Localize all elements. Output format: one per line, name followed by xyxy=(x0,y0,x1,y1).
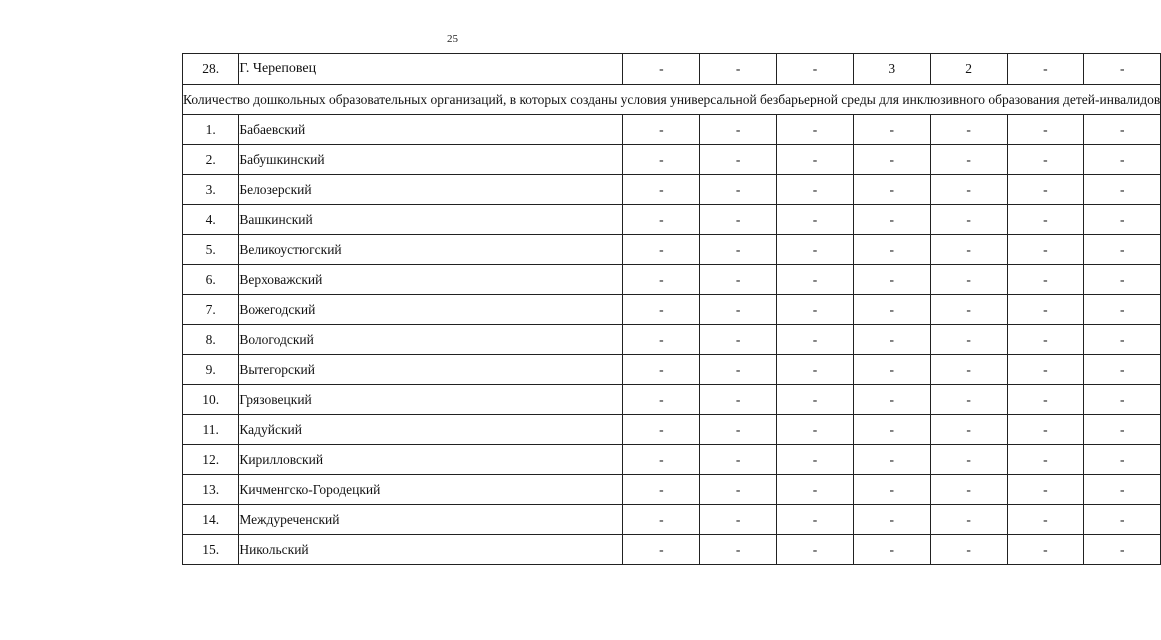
value-cell: - xyxy=(1084,355,1161,385)
value-cell: - xyxy=(1084,54,1161,85)
value-cell: - xyxy=(1007,145,1084,175)
value-cell: - xyxy=(1007,445,1084,475)
table-row xyxy=(183,175,1161,205)
value-cell: - xyxy=(930,325,1007,355)
value-cell: - xyxy=(853,505,930,535)
row-name: Бабаевский xyxy=(239,115,623,145)
row-number: 2. xyxy=(183,145,239,175)
value-cell: - xyxy=(853,115,930,145)
value-cell: - xyxy=(1007,235,1084,265)
value-cell: - xyxy=(853,445,930,475)
table-row xyxy=(183,415,1161,445)
row-name: Вашкинский xyxy=(239,205,623,235)
value-cell: - xyxy=(1007,385,1084,415)
value-cell: - xyxy=(1084,115,1161,145)
row-name: Кичменгско-Городецкий xyxy=(239,475,623,505)
value-cell: - xyxy=(853,145,930,175)
value-cell: - xyxy=(777,355,854,385)
value-cell: - xyxy=(700,385,777,415)
value-cell: - xyxy=(623,54,700,85)
value-cell: - xyxy=(1084,205,1161,235)
value-cell: - xyxy=(700,475,777,505)
value-cell: - xyxy=(777,475,854,505)
row-number: 1. xyxy=(183,115,239,145)
value-cell: - xyxy=(1084,535,1161,565)
value-cell: - xyxy=(700,535,777,565)
value-cell: - xyxy=(930,535,1007,565)
row-name: Белозерский xyxy=(239,175,623,205)
value-cell: - xyxy=(1084,265,1161,295)
value-cell: - xyxy=(853,415,930,445)
table-row-city xyxy=(183,54,1161,85)
table-row xyxy=(183,205,1161,235)
value-cell: - xyxy=(1007,535,1084,565)
value-cell: - xyxy=(1007,115,1084,145)
value-cell: - xyxy=(777,385,854,415)
row-name: Междуреченский xyxy=(239,505,623,535)
value-cell: - xyxy=(1007,325,1084,355)
table-row xyxy=(183,355,1161,385)
value-cell: - xyxy=(853,235,930,265)
value-cell: - xyxy=(777,235,854,265)
value-cell: - xyxy=(623,475,700,505)
value-cell: - xyxy=(930,355,1007,385)
value-cell: - xyxy=(1084,475,1161,505)
value-cell: - xyxy=(623,505,700,535)
value-cell: - xyxy=(1007,355,1084,385)
table-body xyxy=(183,54,1161,565)
value-cell: 3 xyxy=(853,54,930,85)
value-cell: - xyxy=(853,265,930,295)
row-number: 13. xyxy=(183,475,239,505)
value-cell: - xyxy=(930,445,1007,475)
value-cell: - xyxy=(623,445,700,475)
section-heading-row xyxy=(183,85,1161,115)
value-cell: - xyxy=(777,265,854,295)
value-cell: - xyxy=(700,355,777,385)
value-cell: - xyxy=(1007,205,1084,235)
row-number: 7. xyxy=(183,295,239,325)
table-row xyxy=(183,535,1161,565)
value-cell: - xyxy=(700,175,777,205)
row-name: Кадуйский xyxy=(239,415,623,445)
value-cell: - xyxy=(623,415,700,445)
value-cell: - xyxy=(777,145,854,175)
value-cell: - xyxy=(700,505,777,535)
value-cell: - xyxy=(777,445,854,475)
value-cell: - xyxy=(930,205,1007,235)
value-cell: - xyxy=(1007,505,1084,535)
value-cell: - xyxy=(700,115,777,145)
value-cell: - xyxy=(623,235,700,265)
value-cell: - xyxy=(1084,295,1161,325)
value-cell: - xyxy=(623,385,700,415)
value-cell: - xyxy=(853,355,930,385)
value-cell: - xyxy=(1007,175,1084,205)
value-cell: - xyxy=(700,445,777,475)
page-number: 25 xyxy=(447,33,458,45)
value-cell: - xyxy=(777,415,854,445)
section-heading: Количество дошкольных образовательных организаций, в которых созданы условия универсальной безбарьерной среды для инклюзивного образования детей-инвалидов xyxy=(183,85,1161,115)
value-cell: - xyxy=(623,325,700,355)
value-cell: - xyxy=(930,115,1007,145)
value-cell: - xyxy=(1084,445,1161,475)
value-cell: - xyxy=(700,205,777,235)
value-cell: - xyxy=(777,505,854,535)
row-name: Верховажский xyxy=(239,265,623,295)
row-number: 4. xyxy=(183,205,239,235)
value-cell: - xyxy=(853,175,930,205)
value-cell: - xyxy=(930,505,1007,535)
value-cell: - xyxy=(700,145,777,175)
value-cell: - xyxy=(777,115,854,145)
row-name: Бабушкинский xyxy=(239,145,623,175)
value-cell: - xyxy=(930,475,1007,505)
value-cell: - xyxy=(1007,415,1084,445)
value-cell: - xyxy=(623,145,700,175)
table-row xyxy=(183,115,1161,145)
row-name: Г. Череповец xyxy=(239,54,623,85)
value-cell: - xyxy=(700,325,777,355)
value-cell: - xyxy=(700,235,777,265)
row-number: 6. xyxy=(183,265,239,295)
value-cell: - xyxy=(777,175,854,205)
value-cell: - xyxy=(623,265,700,295)
report-table xyxy=(182,53,1161,565)
table-row xyxy=(183,475,1161,505)
value-cell: - xyxy=(1084,325,1161,355)
value-cell: - xyxy=(853,535,930,565)
value-cell: - xyxy=(853,295,930,325)
row-name: Великоустюгский xyxy=(239,235,623,265)
value-cell: - xyxy=(623,295,700,325)
value-cell: - xyxy=(853,475,930,505)
table-row xyxy=(183,265,1161,295)
value-cell: - xyxy=(1084,235,1161,265)
value-cell: - xyxy=(930,175,1007,205)
value-cell: - xyxy=(1084,385,1161,415)
row-name: Кирилловский xyxy=(239,445,623,475)
row-name: Вологодский xyxy=(239,325,623,355)
value-cell: - xyxy=(930,265,1007,295)
row-number: 3. xyxy=(183,175,239,205)
value-cell: - xyxy=(777,205,854,235)
row-number: 12. xyxy=(183,445,239,475)
row-number: 11. xyxy=(183,415,239,445)
value-cell: - xyxy=(623,535,700,565)
value-cell: - xyxy=(930,295,1007,325)
value-cell: - xyxy=(1084,415,1161,445)
table-row xyxy=(183,385,1161,415)
value-cell: - xyxy=(1007,295,1084,325)
row-number: 8. xyxy=(183,325,239,355)
value-cell: - xyxy=(700,54,777,85)
value-cell: - xyxy=(853,385,930,415)
value-cell: - xyxy=(777,54,854,85)
value-cell: 2 xyxy=(930,54,1007,85)
value-cell: - xyxy=(700,295,777,325)
table-row xyxy=(183,445,1161,475)
row-number: 5. xyxy=(183,235,239,265)
value-cell: - xyxy=(1084,145,1161,175)
table-row xyxy=(183,505,1161,535)
value-cell: - xyxy=(853,205,930,235)
table-row xyxy=(183,295,1161,325)
value-cell: - xyxy=(1084,505,1161,535)
value-cell: - xyxy=(777,535,854,565)
row-name: Никольский xyxy=(239,535,623,565)
value-cell: - xyxy=(1084,175,1161,205)
value-cell: - xyxy=(1007,475,1084,505)
value-cell: - xyxy=(930,235,1007,265)
value-cell: - xyxy=(700,415,777,445)
value-cell: - xyxy=(623,175,700,205)
value-cell: - xyxy=(1007,54,1084,85)
value-cell: - xyxy=(930,415,1007,445)
value-cell: - xyxy=(700,265,777,295)
row-number: 28. xyxy=(183,54,239,85)
table-row xyxy=(183,145,1161,175)
row-name: Вожегодский xyxy=(239,295,623,325)
value-cell: - xyxy=(777,325,854,355)
table-row xyxy=(183,325,1161,355)
row-number: 15. xyxy=(183,535,239,565)
value-cell: - xyxy=(853,325,930,355)
value-cell: - xyxy=(930,385,1007,415)
value-cell: - xyxy=(930,145,1007,175)
value-cell: - xyxy=(777,295,854,325)
value-cell: - xyxy=(1007,265,1084,295)
row-name: Грязовецкий xyxy=(239,385,623,415)
row-number: 10. xyxy=(183,385,239,415)
row-number: 9. xyxy=(183,355,239,385)
value-cell: - xyxy=(623,205,700,235)
row-number: 14. xyxy=(183,505,239,535)
value-cell: - xyxy=(623,355,700,385)
table-row xyxy=(183,235,1161,265)
value-cell: - xyxy=(623,115,700,145)
row-name: Вытегорский xyxy=(239,355,623,385)
